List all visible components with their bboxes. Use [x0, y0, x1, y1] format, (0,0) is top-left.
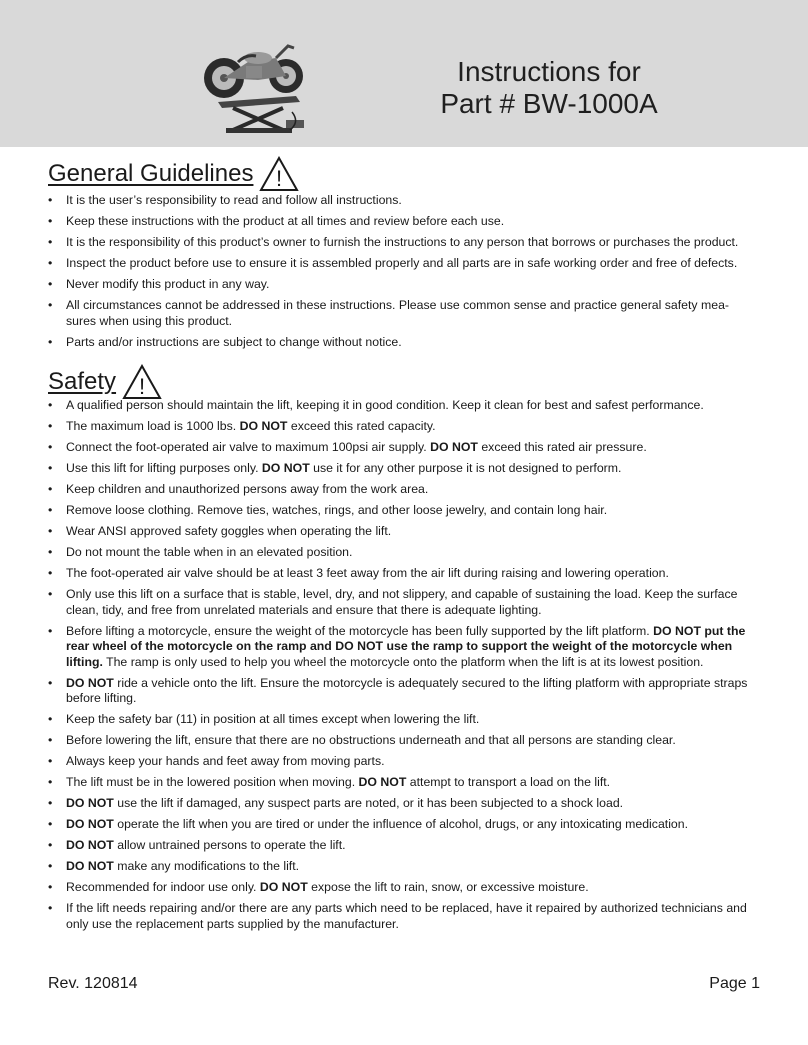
item-text: operate the lift when you are tired or under the influence of alcohol, drugs, or any intoxicating medication. [113, 817, 689, 831]
list-item [48, 733, 763, 749]
item-text: Connect the foot-operated air valve to maximum 100psi air supply. [66, 440, 431, 454]
emphasis-text: DO NOT [66, 675, 114, 690]
emphasis-text: DO NOT [66, 796, 114, 810]
list-item: • All circumstances cannot be addressed in these instructions. Please use common sense and practice general safety mea- sures when using this product. [48, 298, 763, 329]
list-item [48, 712, 763, 728]
item-text: Remove loose clothing. Remove ties, watches, rings, and other loose jewelry, and contain long hair. [66, 503, 608, 517]
list-item [48, 503, 763, 519]
emphasis-text: DO NOT [66, 838, 114, 852]
general-guidelines-heading [48, 156, 299, 192]
item-text: exceed this rated capacity. [287, 419, 436, 433]
list-item [48, 859, 763, 875]
warning-triangle-icon [122, 364, 162, 400]
item-text: Before lowering the lift, ensure that there are no obstructions underneath and that all persons are standing clear. [66, 733, 676, 747]
safety-title: Safety [48, 368, 117, 395]
list-item [48, 398, 763, 414]
list-item [48, 587, 763, 618]
list-item [48, 461, 763, 477]
header-banner [0, 0, 808, 147]
list-item: • It is the responsibility of this product’s owner to furnish the instructions to any person that borrows or purchases the product. [48, 235, 763, 251]
item-text: make any modifications to the lift. [113, 859, 300, 873]
list-item: • Never modify this product in any way. [48, 277, 763, 293]
list-item [48, 775, 763, 791]
svg-text:!: ! [138, 374, 146, 399]
item-text: use the lift if damaged, any suspect parts are noted, or it has been subjected to a shock load. [113, 796, 624, 810]
item-text: use it for any other purpose it is not designed to perform. [309, 461, 622, 475]
item-text: Before lifting a motorcycle, ensure the weight of the motorcycle has been fully supported by the lift platform. [66, 623, 654, 638]
page-title [420, 56, 678, 120]
list-item: • Keep these instructions with the product at all times and review before each use. [48, 214, 763, 230]
item-text: Recommended for indoor use only. [66, 880, 260, 894]
list-item: • It is the user’s responsibility to read and follow all instructions. [48, 193, 763, 209]
motorcycle-on-lift-image [188, 40, 323, 140]
list-item [48, 901, 763, 932]
emphasis-text: DO NOT [358, 775, 407, 789]
item-text: A qualified person should maintain the lift, keeping it in good condition. Keep it clean for best and safest performance. [66, 398, 704, 412]
title-line-1: Instructions for [457, 56, 641, 87]
item-text: The foot-operated air valve should be at least 3 feet away from the air lift during raising and lowering operation. [66, 566, 669, 580]
item-text: Always keep your hands and feet away from moving parts. [66, 754, 385, 768]
emphasis-text: DO NOT [66, 859, 114, 873]
emphasis-text: DO NOT [261, 461, 310, 475]
emphasis-text: DO NOT [66, 817, 114, 831]
item-text: If the lift needs repairing and/or there are any parts which need to be replaced, have it repaired by authorized technicians and only use the replacement parts supplied by the manufacturer. [66, 901, 747, 931]
list-item [48, 482, 763, 498]
list-item [48, 817, 763, 833]
emphasis-text: DO NOT [430, 440, 478, 454]
safety-list [48, 398, 763, 938]
item-text: Keep children and unauthorized persons away from the work area. [66, 482, 429, 496]
list-item [48, 754, 763, 770]
general-guidelines-list [48, 193, 763, 356]
general-guidelines-title: General Guidelines [48, 160, 254, 187]
list-item: • Inspect the product before use to ensure it is assembled properly and all parts are in safe working order and free of defects. [48, 256, 763, 272]
revision-label: Rev. 120814 [48, 975, 138, 992]
item-text: attempt to transport a load on the lift. [406, 775, 611, 789]
emphasis-text: DO NOT [259, 880, 308, 894]
item-text: The maximum load is 1000 lbs. [66, 419, 240, 433]
list-item [48, 524, 763, 540]
item-text: allow untrained persons to operate the lift. [113, 838, 346, 852]
item-text: Only use this lift on a surface that is stable, level, dry, and not slippery, and capable of sustaining the load. Keep the surface clean, tidy, and free from unrelated materials and ensure that there is adequate lighting. [66, 587, 738, 617]
svg-text:!: ! [276, 166, 283, 191]
emphasis-text: DO NOT [239, 419, 288, 433]
list-item [48, 880, 763, 896]
list-item [48, 440, 763, 456]
warning-triangle-icon [259, 156, 299, 192]
item-text: Keep the safety bar (11) in position at all times except when lowering the lift. [66, 712, 480, 726]
list-item [48, 676, 763, 707]
item-text: expose the lift to rain, snow, or excessive moisture. [307, 880, 589, 894]
list-item [48, 624, 763, 671]
list-item [48, 796, 763, 812]
safety-heading [48, 364, 162, 400]
item-text: ride a vehicle onto the lift. Ensure the motorcycle is adequately secured to the lifting platform with appropriate straps before lifting. [66, 675, 748, 705]
title-line-2: Part # BW-1000A [440, 88, 658, 119]
item-text: The ramp is only used to help you wheel the motorcycle onto the platform when the lift is at its lowest position. [102, 654, 704, 669]
list-item [48, 545, 763, 561]
emphasis-text: DO NOT put the rear wheel of the motorcycle on the ramp and DO NOT use the ramp to support the weight of the motorcycle when lifting. [66, 623, 746, 669]
list-item [48, 419, 763, 435]
list-item [48, 566, 763, 582]
item-text: The lift must be in the lowered position when moving. [66, 775, 359, 789]
item-text: Wear ANSI approved safety goggles when operating the lift. [66, 524, 392, 538]
list-item [48, 838, 763, 854]
item-text: exceed this rated air pressure. [477, 440, 647, 454]
page-number: Page 1 [709, 975, 760, 992]
item-text: Do not mount the table when in an elevated position. [66, 545, 353, 559]
item-text: Use this lift for lifting purposes only. [66, 461, 262, 475]
list-item: • Parts and/or instructions are subject to change without notice. [48, 335, 763, 351]
